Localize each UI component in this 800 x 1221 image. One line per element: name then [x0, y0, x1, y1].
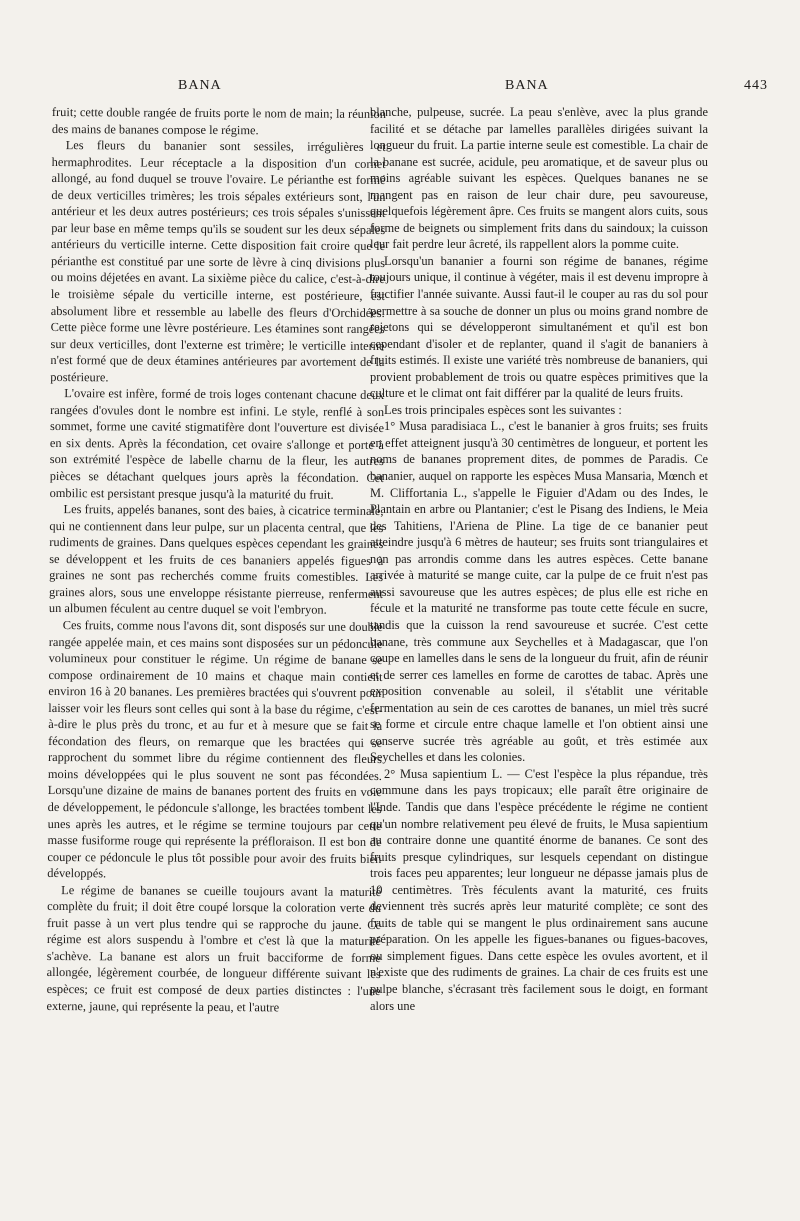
paragraph: Lorsqu'un bananier a fourni son régime de bananes, régime toujours unique, il continue à végéter, mais il est devenu impropre à fructifier l'année suivante. Aussi faut-il le couper au ras du sol pour permettre à sa souche de donner un plus ou moins grand nombre de rejetons qui se développeront simultanément et qu'il est bon cependant d'isoler et de replanter, quand il s'agit de bananiers à fruits estimés. Il existe une variété très nombreuse de bananiers, qui provient probablement de trois ou quatre espèces primitives que la culture et le climat ont fait différer par la qualité de leurs fruits. — [370, 253, 708, 401]
right-text-column — [370, 104, 708, 1014]
running-head-left: BANA — [178, 78, 222, 93]
paragraph: 2° Musa sapientium L. — C'est l'espèce la plus répandue, très commune dans les pays tropicaux; elle paraît être originaire de l'Inde. Tandis que dans l'espèce précédente le régime ne contient qu'un nombre relativement peu élevé de fruits, le Musa sapientium au contraire donne une quantité énorme de bananes. Ce sont des fruits presque cylindriques, sur lesquels cependant on distingue trois faces peu apparentes; leur longueur ne dépasse jamais plus de 10 centimètres. Très féculents avant la maturité, ces fruits deviennent très sucrés après leur maturité complète; ce sont des fruits de table qui se mangent le plus ordinairement sans aucune préparation. On les appelle les figues-bananes ou figues-bacoves, ou simplement figues. Dans cette espèce les ovules avortent, et il n'existe que des rudiments de graines. La chair de ces fruits est une pulpe blanche, s'écrasant très facilement sous le doigt, en formant alors une — [370, 766, 708, 1013]
paragraph: Les trois principales espèces sont les suivantes : — [384, 402, 622, 417]
left-text-column — [46, 104, 386, 1016]
paragraph: 1° Musa paradisiaca L., c'est le bananier à gros fruits; ses fruits en effet atteignent jusqu'à 30 centimètres de longueur, et portent les noms de bananes proprement dites, de pommes de Paradis. Ce bananier, auquel on rapporte les espèces Musa Mansaria, Mœnch et M. Cliffortania L., s'appelle le Figuier d'Adam ou des Indes, le Plantain en arbre ou Plantanier; c'est le Pisang des Indiens, le Meia des Tahitiens, l'Ariena de Pline. La tige de ce bananier peut atteindre jusqu'à 6 mètres de hauteur; ses fruits sont triangulaires et non pas arrondis comme dans les autres espèces. Cette banane arrivée à maturité se mange cuite, car la pulpe de ce fruit n'est pas aussi savoureuse que les autres espèces; de plus elle est riche en fécule et la maturité ne transforme pas toute cette fécule en sucre, tandis que la cuisson la rend savoureuse et sucrée. C'est cette banane, très commune aux Seychelles et à Madagascar, que l'on coupe en lamelles dans le sens de la longueur du fruit, afin de réunir et de serrer ces lamelles en forme de carottes de tabac. Après une exposition convenable au soleil, il s'établit une véritable fermentation au sein de ces carottes de bananes, un miel très sucré se forme et circule entre chaque lamelle et l'on obtient ainsi une conserve sucrée très agréable au goût, et très estimée aux Seychelles et dans les colonies. — [370, 419, 708, 765]
paragraph: blanche, pulpeuse, sucrée. La peau s'enlève, avec la plus grande facilité et se détache par lamelles parallèles dirigées suivant la longueur du fruit. La partie interne seule est comestible. La chair de la banane est sucrée, acidule, peu aromatique, et de saveur plus ou moins agréable suivant les espèces. Quelques bananes ne se mangent pas en raison de leur chair dure, peu savoureuse, quelquefois légèrement âpre. Ces fruits se mangent alors cuits, sous forme de beignets ou simplement frits dans du saindoux; la cuisson leur fait perdre leur âcreté, ils rappellent alors la pomme cuite. — [370, 105, 708, 252]
page-number: 443 — [744, 78, 768, 93]
paragraph: fruit; cette double rangée de fruits porte le nom de main; la réunion des mains de bananes compose le régime. — [51, 104, 386, 137]
paragraph: Les fleurs du bananier sont sessiles, irrégulières et hermaphrodites. Leur réceptacle a la disposition d'un cornet allongé, au fond duquel se trouve l'ovaire. Le périanthe est formé de deux verticilles trimères; les trois sépales extérieurs sont, l'un antérieur et les deux autres postérieurs; ces trois sépales s'unissent par leur base en même temps qu'ils se soudent sur les deux sépales antérieurs du verticille interne. Cette disposition fait croire que le périanthe est constitué par une sorte de lèvre à cinq divisions plus ou moins déjetées en avant. La sixième pièce du calice, c'est-à-dire le troisième sépale du verticille interne, est postérieure, est absolument libre et ressemble au labelle des fleurs d'Orchidées. Cette pièce forme une lèvre postérieure. Les étamines sont rangées sur deux verticilles, dont l'externe est trimère; le verticille interne n'est formé que de deux étamines antérieures par avortement de la postérieure. — [50, 138, 386, 385]
running-head-right: BANA — [505, 78, 549, 93]
paragraph: L'ovaire est infère, formé de trois loges contenant chacune deux rangées d'ovules dont le nombre est infini. Le style, renflé à son sommet, forme une cavité stigmatifère dont l'ouverture est divisée en six dents. Après la fécondation, cet ovaire s'allonge et porte à son extrémité l'espèce de labelle charnu de la fleur, les autres pièces se détachant quelques jours après la fécondation. Cet ombilic est persistant presque jusqu'à la maturité du fruit. — [49, 386, 385, 502]
paragraph: Ces fruits, comme nous l'avons dit, sont disposés sur une double rangée appelée main, et ces mains sont disposées sur un pédoncule volumineux pour constituer le régime. Un régime de banane se compose ordinairement de 10 mains et chaque main contient environ 16 à 20 bananes. Les premières bractées qui s'ouvrent pour laisser voir les fleurs sont celles qui sont à la base du régime, c'est-à-dire le plus près du tronc, et au fur et à mesure que se fait la fécondation des fleurs, on remarque que les bractées qui se rapprochent du sommet libre du régime contiennent des fleurs moins développées qui le plus souvent ne sont pas fécondées. Lorsqu'une dizaine de mains de bananes portent des fruits en voie de développement, le pédoncule s'allonge, les bractées tombent les unes après les autres, et le régime se termine toujours par cette masse fusiforme rouge qui représente la préfloraison. Il est bon de couper ce pédoncule le plus tôt possible pour avoir des fruits bien développés. — [47, 618, 383, 881]
paragraph: Le régime de bananes se cueille toujours avant la maturité complète du fruit; il doit être coupé lorsque la coloration verte du fruit passe à un vert plus tendre qui se rapproche du jaune. Ce régime est alors suspendu à l'ombre et c'est là que la maturité s'achève. La banane est alors un fruit bacciforme de forme allongée, légèrement courbée, de longueur différente suivant les espèces; ce fruit est composé de deux parties distinctes : l'une externe, jaune, qui représente la peau, et l'autre — [46, 882, 382, 1014]
paragraph: Les fruits, appelés bananes, sont des baies, à cicatrice terminale, qui ne contiennent dans leur pulpe, sur un placenta central, que les rudiments de graines. Dans quelques espèces cependant les graines se développent et les fruits de ces bananiers appelés figues à graines ne sont pas recherchés comme fruits comestibles. Les graines alors, sous une enveloppe résistante pierreuse, renferment un albumen féculent au centre duquel se voit l'embryon. — [48, 502, 384, 618]
